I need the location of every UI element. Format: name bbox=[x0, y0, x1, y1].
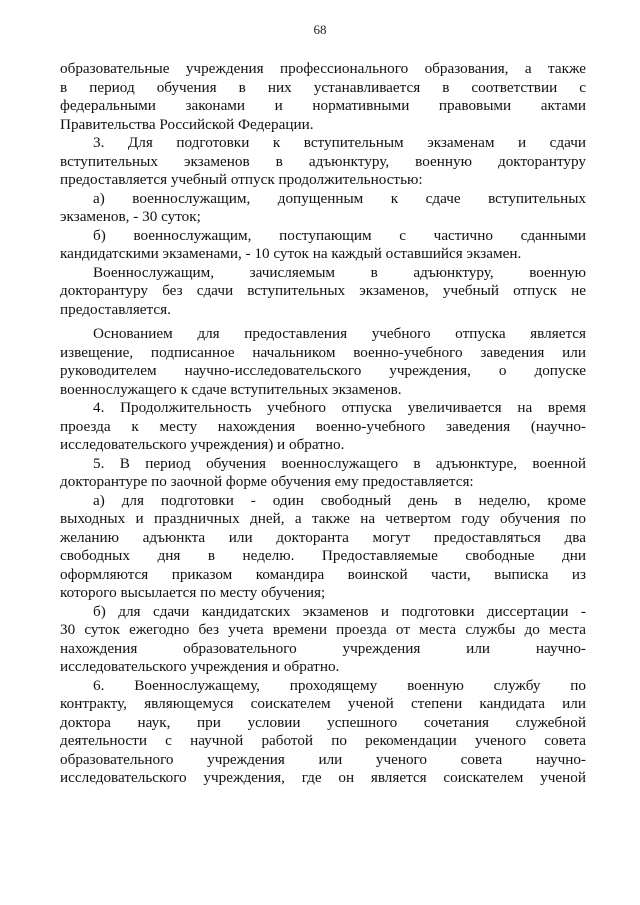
paragraph bbox=[60, 325, 586, 399]
text-line: образовательные учреждения профессионального образования, а также bbox=[60, 60, 586, 77]
text-line: докторантуру без сдачи вступительных экзаменов, учебный отпуск не bbox=[60, 282, 586, 299]
document-body bbox=[60, 60, 586, 788]
text-line: кандидатскими экзаменами, - 10 суток на каждый оставшийся экзамен. bbox=[60, 245, 522, 262]
paragraph bbox=[60, 190, 586, 227]
text-line: предоставляется. bbox=[60, 300, 171, 318]
paragraph bbox=[60, 455, 586, 492]
text-line: руководителем научно-исследовательского учреждения, о допуске bbox=[60, 362, 586, 379]
text-line: выходных и праздничных дней, а также на четвертом году обучения по bbox=[60, 510, 586, 527]
text-line: исследовательского учреждения, где он является соискателем ученой bbox=[60, 769, 586, 786]
text-line: 3. Для подготовки к вступительным экзаменам и сдачи bbox=[93, 134, 586, 151]
text-line: свободных дня в неделю. Предоставляемые свободные дни bbox=[60, 547, 586, 564]
text-line: образовательного учреждения или ученого совета научно- bbox=[60, 750, 586, 768]
text-line: 6. Военнослужащему, проходящему военную службу по bbox=[93, 676, 586, 694]
text-line: проезда к месту нахождения военно-учебного заведения (научно- bbox=[60, 417, 586, 435]
page-number: 68 bbox=[313, 22, 327, 37]
text-line: которого высылается по месту обучения; bbox=[60, 584, 326, 601]
text-line: 30 суток ежегодно без учета времени проезда от места службы до места bbox=[60, 621, 586, 638]
text-line: экзаменов, - 30 суток; bbox=[60, 208, 201, 225]
text-line: федеральными законами и нормативными правовыми актами bbox=[60, 97, 586, 114]
text-line: Основанием для предоставления учебного отпуска является bbox=[93, 325, 586, 342]
paragraph bbox=[60, 492, 586, 603]
text-line: нахождения образовательного учреждения или научно- bbox=[60, 639, 586, 657]
text-line: предоставляется учебный отпуск продолжительностью: bbox=[60, 171, 423, 188]
paragraph bbox=[60, 399, 586, 455]
text-line: б) военнослужащим, поступающим с частично сданными bbox=[93, 226, 586, 244]
text-line: в период обучения в них устанавливается в соответствии с bbox=[60, 78, 586, 96]
text-line: докторантуре по заочной форме обучения ему предоставляется: bbox=[60, 473, 474, 490]
text-line: желанию адъюнкта или докторанта могут предоставляться два bbox=[60, 528, 586, 546]
text-line: исследовательского учреждения и обратно. bbox=[60, 658, 340, 675]
paragraph bbox=[60, 227, 586, 264]
text-line: 5. В период обучения военнослужащего в адъюнктуре, военной bbox=[93, 454, 586, 472]
paragraph bbox=[60, 677, 586, 788]
paragraph bbox=[60, 134, 586, 190]
paragraph bbox=[60, 60, 586, 134]
text-line: Военнослужащим, зачисляемым в адъюнктуру, военную bbox=[93, 263, 586, 281]
text-line: доктора наук, при условии успешного сочетания служебной bbox=[60, 713, 586, 731]
paragraph bbox=[60, 264, 586, 320]
text-line: исследовательского учреждения) и обратно. bbox=[60, 436, 345, 453]
text-line: 4. Продолжительность учебного отпуска увеличивается на время bbox=[93, 399, 586, 416]
text-line: контракту, являющемуся соискателем ученой степени кандидата или bbox=[60, 695, 586, 712]
text-line: деятельности с научной работой по рекомендации ученого совета bbox=[60, 732, 586, 749]
text-line: а) военнослужащим, допущенным к сдаче вступительных bbox=[93, 189, 586, 207]
text-line: б) для сдачи кандидатских экзаменов и подготовки диссертации - bbox=[93, 602, 586, 620]
text-line: Правительства Российской Федерации. bbox=[60, 115, 314, 133]
text-line: военнослужащего к сдаче вступительных экзаменов. bbox=[60, 380, 402, 398]
text-line: оформляются приказом командира воинской части, выписка из bbox=[60, 565, 586, 583]
text-line: а) для подготовки - один свободный день в неделю, кроме bbox=[93, 491, 586, 509]
text-line: вступительных экзаменов в адъюнктуру, военную докторантуру bbox=[60, 152, 586, 170]
text-line: извещение, подписанное начальником военно-учебного заведения или bbox=[60, 343, 586, 361]
paragraph bbox=[60, 603, 586, 677]
